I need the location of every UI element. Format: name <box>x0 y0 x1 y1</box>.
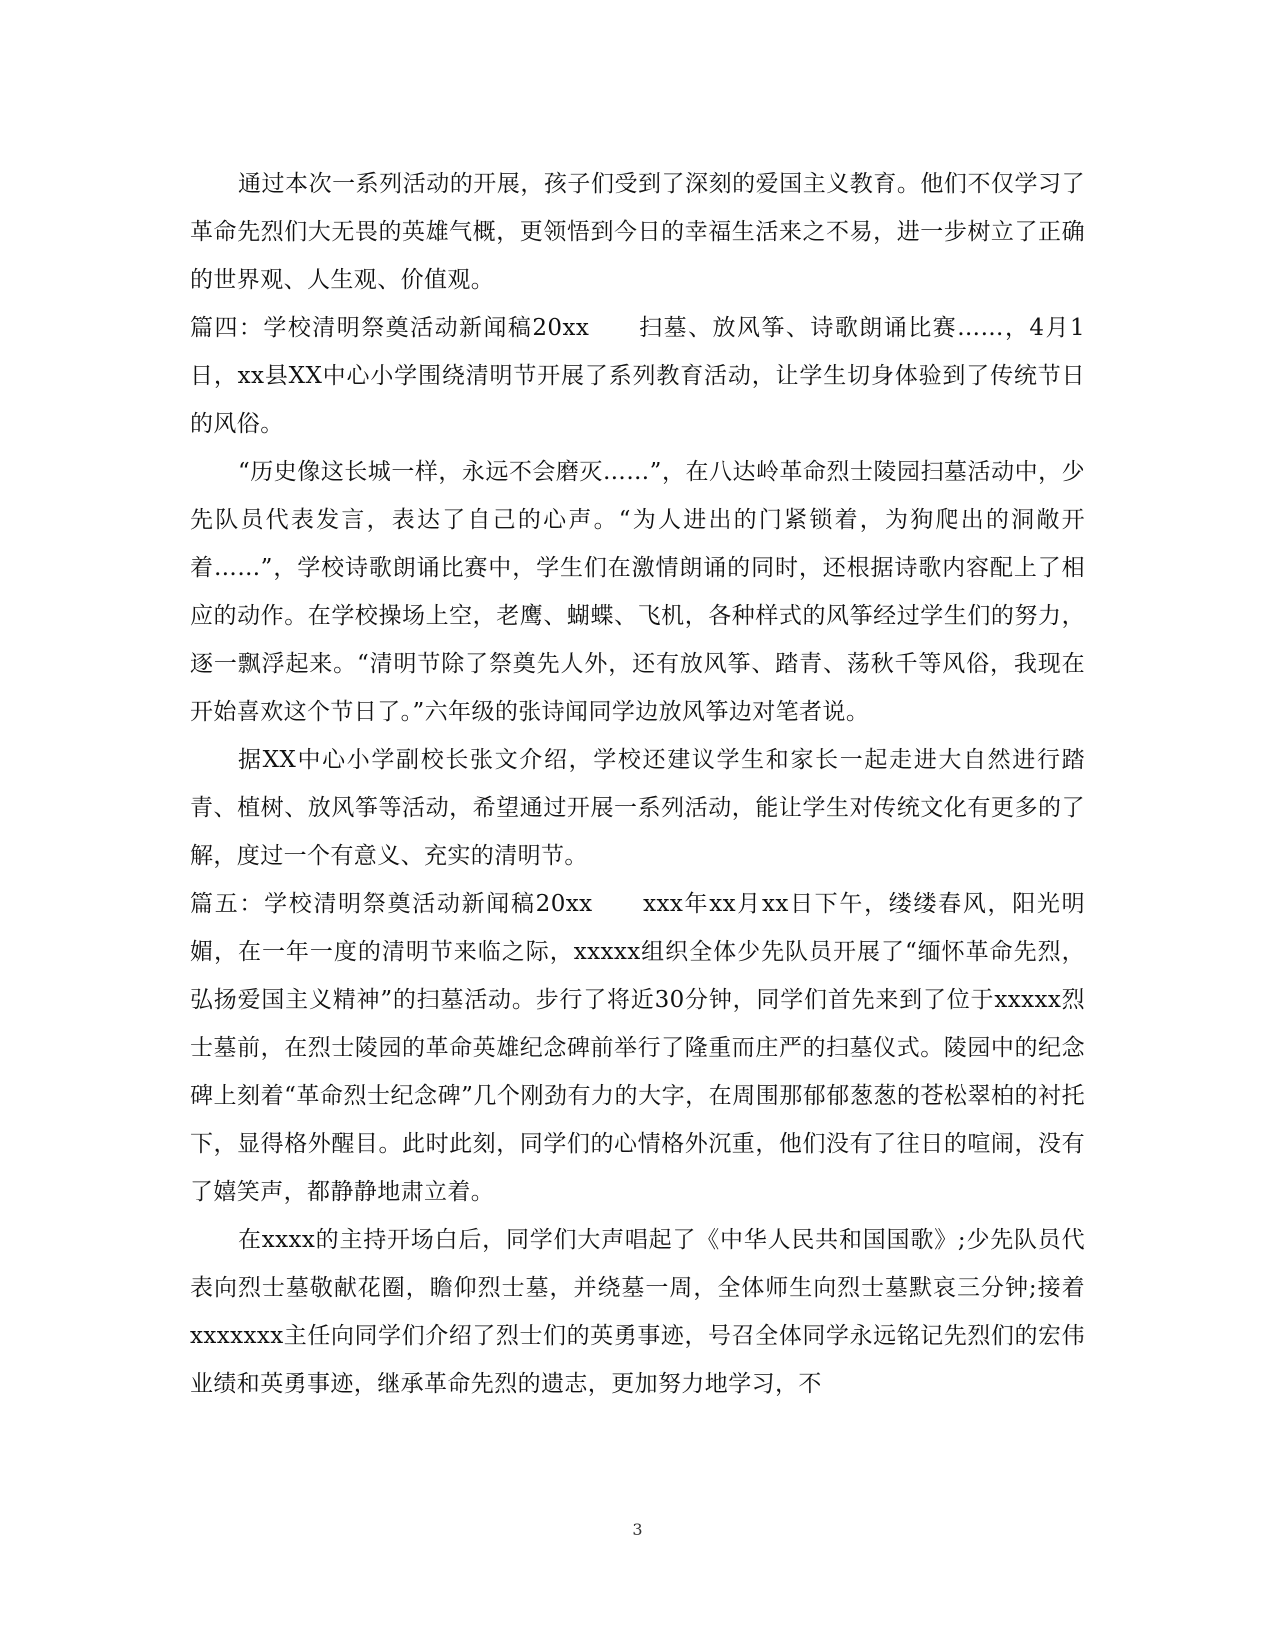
paragraph-2-heading-pian-si: 篇四：学校清明祭奠活动新闻稿20xx 扫墓、放风筝、诗歌朗诵比赛……，4月1日，xx县XX中心小学围绕清明节开展了系列教育活动，让学生切身体验到了传统节日的风俗。 <box>190 315 1085 437</box>
paragraph-6: 在xxxx的主持开场白后，同学们大声唱起了《中华人民共和国国歌》;少先队员代表向烈士墓敬献花圈，瞻仰烈士墓，并绕墓一周，全体师生向烈士墓默哀三分钟;接着xxxxxxx主任向同学们介绍了烈士们的英勇事迹，号召全体同学永远铭记先烈们的宏伟业绩和英勇事迹，继承革命先烈的遗志，更加努力地学习，不 <box>190 1227 1085 1397</box>
paragraph-4: 据XX中心小学副校长张文介绍，学校还建议学生和家长一起走进大自然进行踏青、植树、放风筝等活动，希望通过开展一系列活动，能让学生对传统文化有更多的了解，度过一个有意义、充实的清明节。 <box>190 747 1085 869</box>
page-number: 3 <box>632 1520 643 1539</box>
paragraph-1: 通过本次一系列活动的开展，孩子们受到了深刻的爱国主义教育。他们不仅学习了革命先烈们大无畏的英雄气概，更领悟到今日的幸福生活来之不易，进一步树立了正确的世界观、人生观、价值观。 <box>190 171 1085 293</box>
paragraph-5-heading-pian-wu: 篇五：学校清明祭奠活动新闻稿20xx xxx年xx月xx日下午，缕缕春风，阳光明媚，在一年一度的清明节来临之际，xxxxx组织全体少先队员开展了“缅怀革命先烈，弘扬爱国主义精神”的扫墓活动。步行了将近30分钟，同学们首先来到了位于xxxxx烈士墓前，在烈士陵园的革命英雄纪念碑前举行了隆重而庄严的扫墓仪式。陵园中的纪念碑上刻着“革命烈士纪念碑”几个刚劲有力的大字，在周围那郁郁葱葱的苍松翠柏的衬托下，显得格外醒目。此时此刻，同学们的心情格外沉重，他们没有了往日的喧闹，没有了嬉笑声，都静静地肃立着。 <box>190 891 1085 1205</box>
paragraph-3: “历史像这长城一样，永远不会磨灭……”，在八达岭革命烈士陵园扫墓活动中，少先队员代表发言，表达了自己的心声。“为人进出的门紧锁着，为狗爬出的洞敞开着……”，学校诗歌朗诵比赛中，学生们在激情朗诵的同时，还根据诗歌内容配上了相应的动作。在学校操场上空，老鹰、蝴蝶、飞机，各种样式的风筝经过学生们的努力，逐一飘浮起来。“清明节除了祭奠先人外，还有放风筝、踏青、荡秋千等风俗，我现在开始喜欢这个节日了。”六年级的张诗闻同学边放风筝边对笔者说。 <box>190 459 1085 725</box>
document-body <box>190 160 1085 1408</box>
